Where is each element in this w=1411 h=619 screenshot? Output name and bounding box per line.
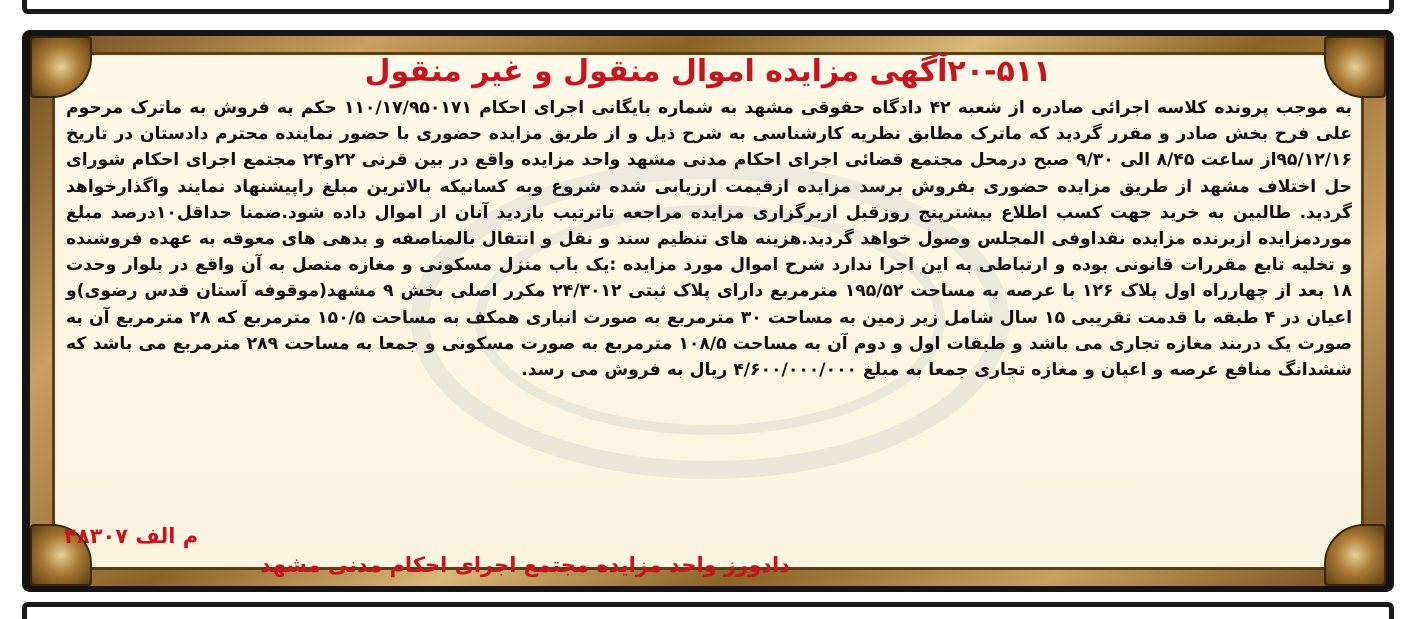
notice-signature: دادورز واحد مزایده مجتمع اجرای احکام مدنی مشهد xyxy=(260,553,790,577)
adjacent-notice-top-edge xyxy=(22,602,1394,619)
notice-reference-code: م الف ۴۸۳۰۷ xyxy=(64,524,199,548)
notice-body-text: به موجب پرونده کلاسه اجرائی صادره از شعبه ۴۲ دادگاه حقوقی مشهد به شماره بایگانی اجرای احکام ۱۱۰/۱۷/۹۵۰۱۷۱ حکم به فروش به ماترک مرحوم علی فرح بخش صادر و مقرر گردید که ماترک مطابق نظریه کارشناسی به شرح ذیل و از طریق مزایده حضوری با حضور نماینده محترم دادستان در تاریخ ۹۵/۱۲/۱۶از ساعت ۸/۴۵ الی ۹/۳۰ صبح درمحل مجتمع قضائی اجرای احکام مدنی مشهد واحد مزایده واقع در بین قرنی ۲۲و۲۴ مجتمع اجرای احکام شورای حل اختلاف مشهد از طریق مزایده حضوری بفروش برسد مزایده ازقیمت ارزیابی شده شروع وبه کسانیکه بالاترین مبلغ راپیشنهاد نمایند واگذارخواهد گردید. طالبین به خرید جهت کسب اطلاع بیشترپنج روزقبل ازبرگزاری مزایده مراجعه تاترتیب بازدید آنان از اموال داده شود.ضمنا حداقل۱۰درصد مبلغ موردمزایده ازبرنده مزایده نقداوفی المجلس وصول خواهد گردید.هزینه های تنظیم سند و نقل و انتقال بالمناصفه و بدهی های معوقه به عهده فروشنده و تخلیه تابع مقررات قانونی بوده و ارتباطی به این اجرا ندارد شرح اموال مورد مزایده :یک باب منزل مسکونی و مغازه متصل به آن واقع در بلوار وحدت ۱۸ بعد از چهارراه اول پلاک ۱۲۶ با عرصه به مساحت ۱۹۵/۵۲ مترمربع دارای پلاک ثبتی ۲۴/۳۰۱۲ مکرر اصلی بخش ۹ مشهد(موقوفه آستان قدس رضوی)و اعیان در ۴ طبقه با قدمت تقریبی ۱۵ سال شامل زیر زمین به مساحت ۳۰ مترمربع به صورت انباری همکف به مساحت ۱۵۰/۵ مترمربع که ۲۸ مترمربع آن به صورت یک دربند مغازه تجاری می باشد و طبقات اول و دوم آن به مساحت ۱۰۸/۵ مترمربع به صورت مسکونی و جمعا به مساحت ۲۸۹ مترمربع می باشد که ششدانگ منافع عرصه و اعیان و مغازه تجاری جمعا به مبلغ ۴/۶۰۰/۰۰۰/۰۰۰ ریال به فروش می رسد. xyxy=(66,98,1352,381)
adjacent-notice-bottom-edge xyxy=(22,0,1394,14)
notice-title: ۲۰-۵۱۱آگهی مزایده اموال منقول و غیر منقول xyxy=(364,54,1052,89)
